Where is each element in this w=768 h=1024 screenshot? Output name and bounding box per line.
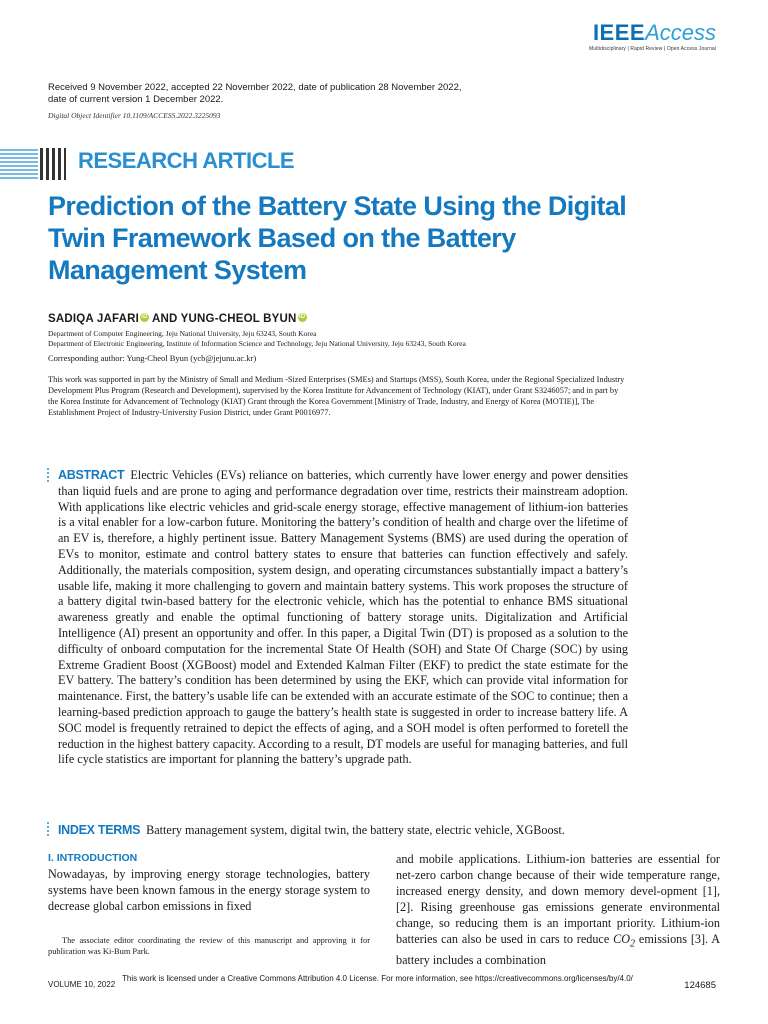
logo-access: Access	[645, 20, 716, 45]
logo-ieee: IEEE	[592, 20, 646, 45]
title-line-1: Prediction of the Battery State Using the Digital	[48, 191, 627, 221]
index-terms-marker-icon	[47, 822, 50, 838]
index-terms	[58, 823, 628, 838]
intro-left-column: Nowadayas, by improving energy storage technologies, battery systems have been known famous in the energy storage system to decrease global carbon emissions in fixed	[48, 867, 370, 913]
editor-footnote: The associate editor coordinating the review of this manuscript and approving it for publication was Ki-Bum Park.	[48, 936, 370, 956]
abstract-label: ABSTRACT	[58, 468, 125, 482]
author-and: AND	[151, 313, 178, 325]
abstract-text: Electric Vehicles (EVs) reliance on batteries, which currently have lower energy and power densities than liquid fuels and are prone to aging and performance degradation over time, restricts their mainstream adoption. With applications like electric vehicles and grid-scale energy storage, effective management of lithium-ion batteries is a vital enabler for a low-carbon future. Monitoring the battery’s condition of health and charge over the lifetime of an EV is, therefore, a highly pertinent issue. Battery Management Systems (BMS) are used during the operation of EVs to monitor, estimate and control battery states to ensure that batteries can function effectively and safely. Additionally, the materials composition, system design, and operating circumstances substantially impact a battery’s usable life, making it more challenging to govern and maintain battery systems. This work proposes the structure of a battery digital twin-based battery for the electronic vehicle, which has the potential to enhance BMS situational awareness greatly and enable the optimal functioning of battery storage units. Digitalization and Artificial Intelligence (AI) present an opportunity and offer. In this paper, a Digital Twin (DT) is proposed as a solution to the difficulty of onboard computation for the incremental State Of Health (SOH) and State Of Charge (SOC) by using Extreme Gradient Boost (XGBoost) model and Extended Kalman Filter (EKF) to predict the state estimate for the EV battery. The battery’s condition has been determined by using the EKF, which can provide vital information for maintenance. First, the battery’s usable life can be extended with an accurate estimate of the SOC to continue; then a learning-based prediction approach to gauge the battery’s health state is suggested in order to increase battery life. A SOC model is frequently retrained to depict the effects of aging, and a SOH model is often performed to foretell the reduction in the highest battery capacity. According to a result, DT models are useful for managing batteries, and full life cycle statistics are important for planning the battery’s upgrade path.	[58, 468, 628, 767]
received-dates	[48, 82, 508, 106]
author-list	[48, 313, 307, 325]
orcid-icon[interactable]: iD	[141, 314, 148, 320]
section-heading-introduction: I. INTRODUCTION	[48, 852, 138, 864]
index-terms-text: Battery management system, digital twin, the battery state, electric vehicle, XGBoost.	[146, 823, 565, 837]
intro-right-column	[396, 851, 720, 968]
footer-page-number: 124685	[684, 980, 716, 991]
affiliation-1: Department of Computer Engineering, Jeju National University, Jeju 63243, South Korea	[48, 329, 317, 338]
abstract	[58, 468, 628, 768]
journal-logo	[476, 20, 716, 52]
affiliation-2: Department of Electronic Engineering, Institute of Information Science and Technology, Jeju National University, Jeju 63243, South Korea	[48, 339, 466, 348]
abstract-marker-icon	[47, 468, 50, 484]
orcid-icon[interactable]: iD	[298, 314, 306, 320]
logo-tagline: Multidisciplinary | Rapid Review | Open Access Journal	[589, 46, 716, 52]
co2-formula: $CO_2$	[613, 932, 636, 950]
article-type-label: RESEARCH ARTICLE	[78, 148, 295, 173]
author-1: SADIQA JAFARI	[48, 313, 139, 325]
index-terms-label: INDEX TERMS	[58, 823, 141, 837]
corresponding-author: Corresponding author: Yung-Cheol Byun (ycb@jejunu.ac.kr)	[48, 353, 257, 363]
title-line-2: Twin Framework Based on the Battery	[48, 223, 516, 253]
banner-stripes-icon	[0, 147, 66, 181]
title-line-3: Management System	[48, 255, 307, 285]
received-line-1: Received 9 November 2022, accepted 22 November 2022, date of publication 28 November 2022,	[48, 82, 462, 93]
footer-volume: VOLUME 10, 2022	[48, 980, 116, 989]
received-line-2: date of current version 1 December 2022.	[48, 94, 224, 105]
intro-right-text-a: and mobile applications. Lithium-ion batteries are essential for net-zero carbon change because of their wide temperature range, increased energy density, and down memory devel-opment [1], [2]. Rising greenhouse gas emissions generate environmental change, so reducing them is an important priority. Lithium-ion batteries can also be used in cars to reduce	[396, 852, 720, 946]
intro-right-text-b: emissions [3]. A battery includes a combination	[396, 932, 721, 968]
article-title	[48, 190, 648, 286]
author-2: YUNG-CHEOL BYUN	[180, 313, 297, 325]
footer-license[interactable]: This work is licensed under a Creative Commons Attribution 4.0 License. For more information, see https://creativecommons.org/licenses/by/4.0/	[122, 974, 633, 983]
doi: Digital Object Identifier 10.1109/ACCESS.2022.3225093	[48, 111, 221, 120]
funding-statement: This work was supported in part by the Ministry of Small and Medium -Sized Enterprises (SMEs) and Startups (MSS), South Korea, under the Regional Specialized Industry Development Plus Program (Research and Development), supervised by the Korea Institute for Advancement of Technology (KIAT), under Grant S3246057; and in part by the Korea Institute for Advancement of Technology (KIAT) Grant through the Korea Government [Ministry of Trade, Industry, and Energy of Korea (MOTIE)], The Establishment Project of Industry-University Fusion District, under Grant P0016977.	[48, 375, 625, 417]
